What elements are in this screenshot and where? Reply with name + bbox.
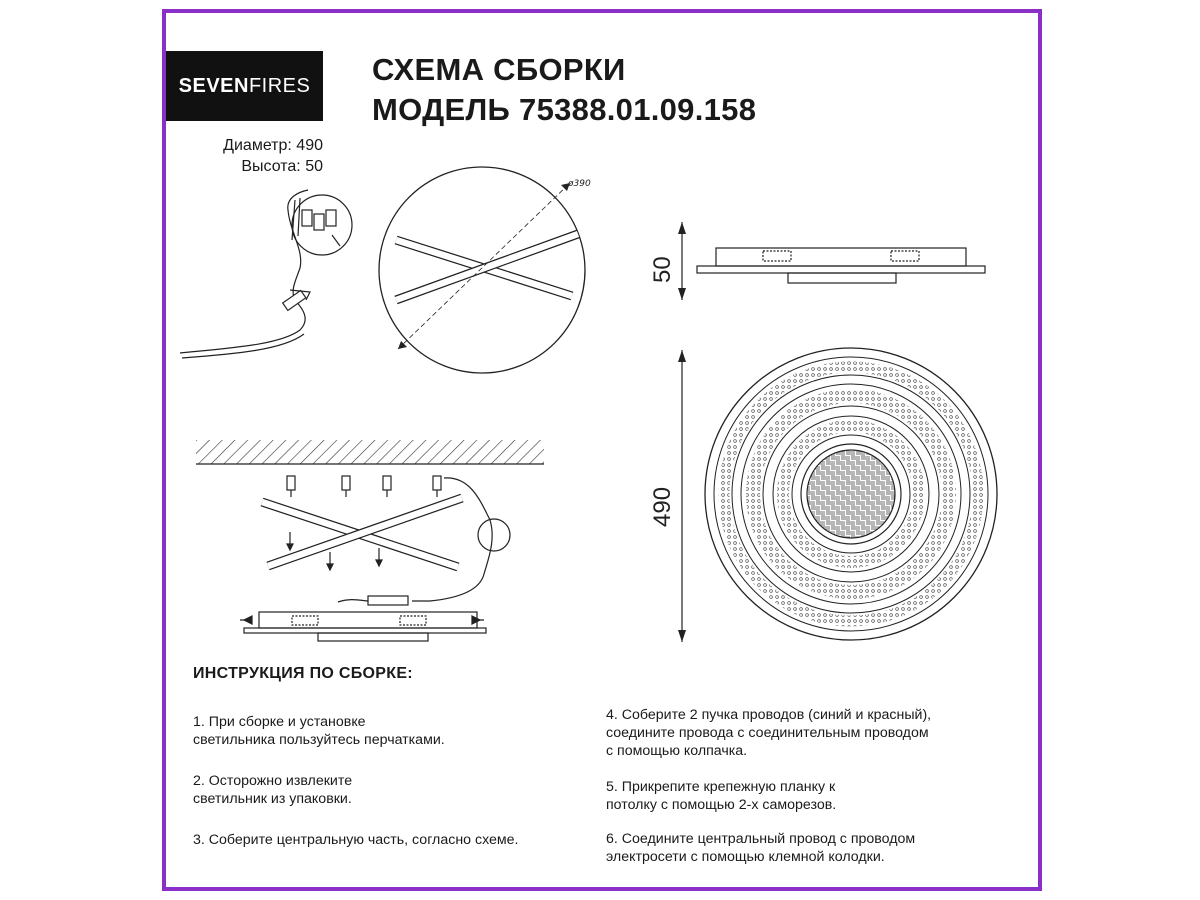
logo-light: FIRES	[248, 74, 311, 97]
instruction-step-4: 4. Соберите 2 пучка проводов (синий и красный), соедините провода с соединительным проводом с помощью колпачка.	[606, 707, 932, 759]
instruction-step-2: 2. Осторожно извлеките светильник из упаковки.	[193, 773, 353, 807]
top-diameter-label: 490	[649, 486, 676, 527]
instruction-step-3: 3. Соберите центральную часть, согласно схеме.	[193, 832, 519, 848]
instruction-step-5: 5. Прикрепите крепежную планку к потолку с помощью 2-х саморезов.	[606, 779, 837, 813]
side-height-label: 50	[649, 256, 676, 283]
height-text: Высота: 50	[241, 158, 323, 175]
top-view	[678, 348, 997, 642]
logo-bold: SEVEN	[178, 74, 249, 97]
title-line-2: МОДЕЛЬ 75388.01.09.158	[372, 92, 757, 127]
bracket-diameter-label: ø390	[568, 179, 591, 189]
instruction-step-6: 6. Соедините центральный провод с проводом электросети с помощью клемной колодки.	[606, 831, 916, 865]
instructions-heading: ИНСТРУКЦИЯ ПО СБОРКЕ:	[193, 665, 413, 682]
mounting-bracket-view	[379, 167, 585, 373]
side-elevation-view	[678, 222, 985, 300]
screw-anchors	[287, 476, 441, 497]
installation-view	[196, 440, 544, 641]
diameter-text: Диаметр: 490	[223, 137, 323, 154]
wire-connection-detail	[180, 190, 352, 358]
title-line-1: СХЕМА СБОРКИ	[372, 52, 626, 87]
instruction-step-1: 1. При сборке и установке светильника пользуйтесь перчатками.	[193, 714, 445, 748]
